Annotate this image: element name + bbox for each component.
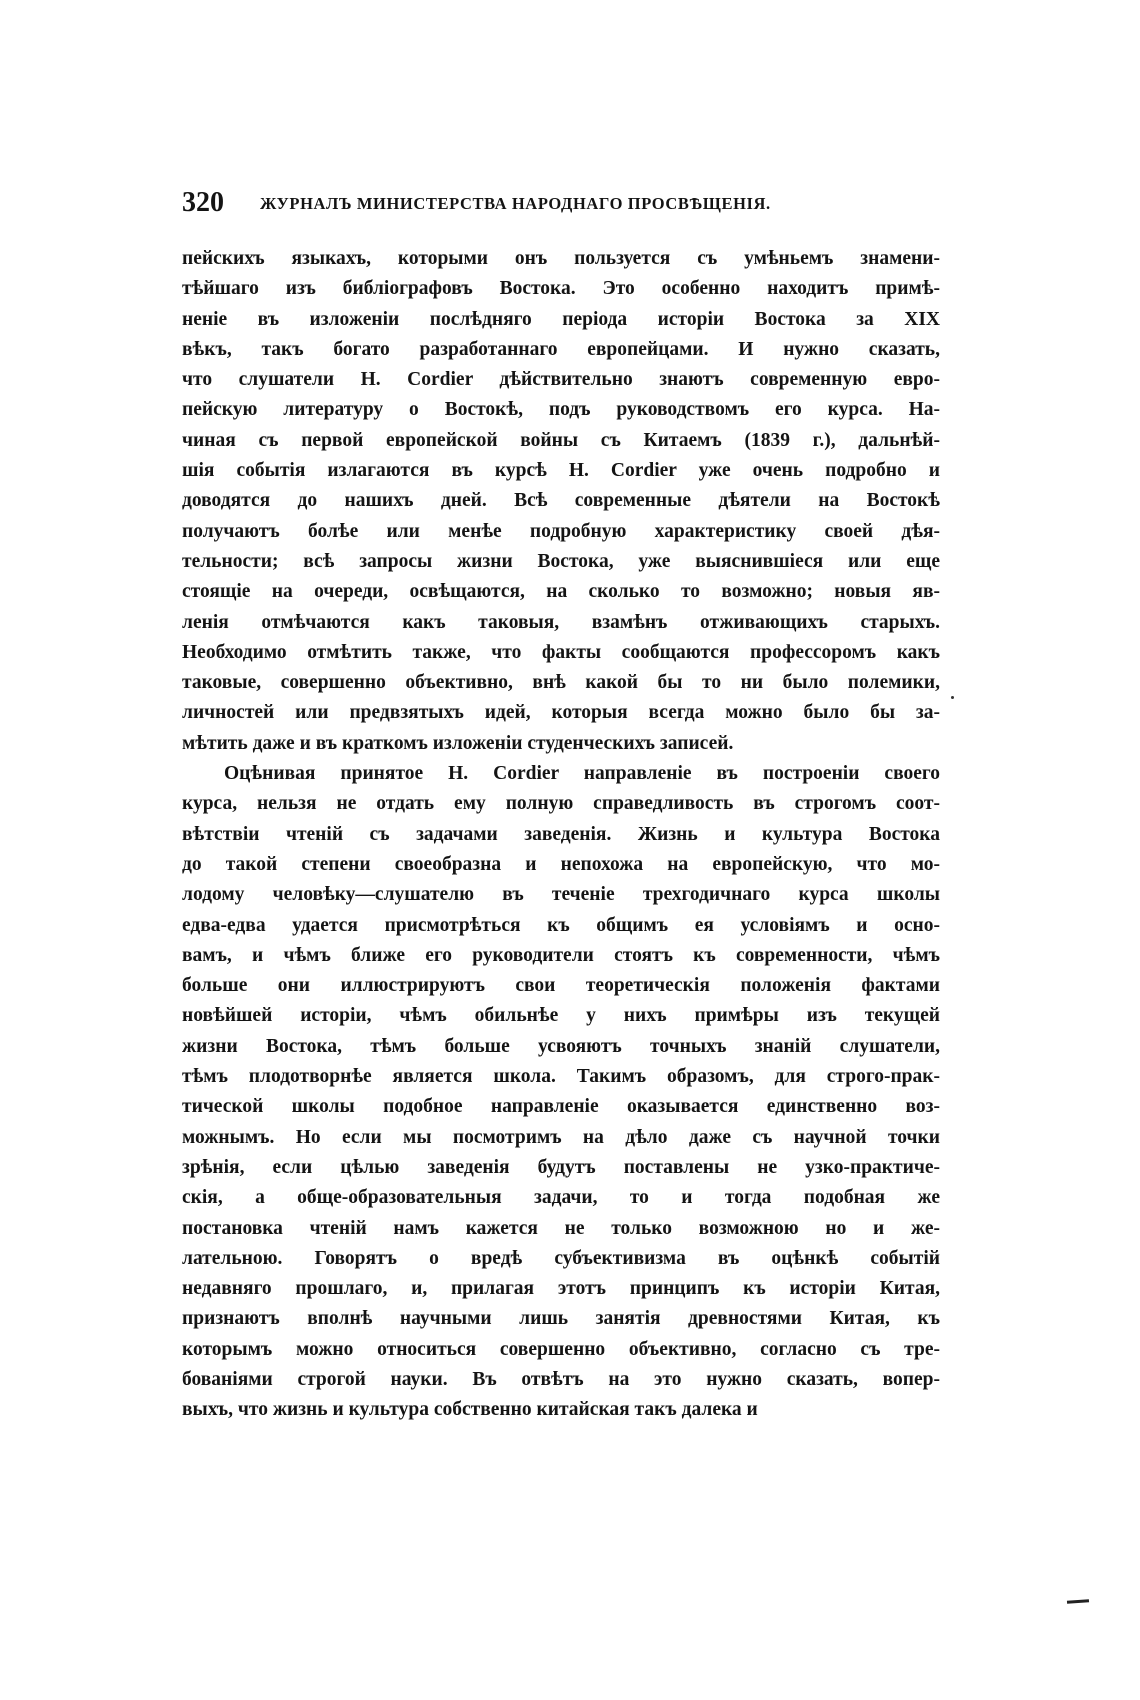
journal-title: ЖУРНАЛЪ МИНИСТЕРСТВА НАРОДНАГО ПРОСВѢЩЕНІЯ. — [260, 194, 771, 213]
text-line: мѣтить даже и въ краткомъ изложеніи студенческихъ записей. — [182, 732, 734, 754]
margin-mark — [1067, 1599, 1089, 1604]
text-line: тической школы подобное направленіе оказывается единственно воз- — [182, 1096, 940, 1118]
text-line: неніе въ изложеніи послѣдняго періода исторіи Востока за XIX — [182, 308, 940, 330]
page-number: 320 — [182, 187, 224, 218]
text-line: которымъ можно относиться совершенно объективно, согласно съ тре- — [182, 1338, 940, 1360]
text-line: скія, а обще-образовательныя задачи, то и тогда подобная же — [182, 1187, 940, 1209]
text-line: чиная съ первой европейской войны съ Китаемъ (1839 г.), дальнѣй- — [182, 429, 940, 451]
text-line: стоящіе на очереди, освѣщаются, на сколько то возможно; новыя яв- — [182, 581, 940, 603]
text-line: вѣкъ, такъ богато разработаннаго европейцами. И нужно сказать, — [182, 338, 940, 360]
body-text — [182, 244, 940, 1426]
text-line: пейскую литературу о Востокѣ, подъ руководствомъ его курса. На- — [182, 399, 940, 421]
text-line: личностей или предвзятыхъ идей, которыя всегда можно было бы за- — [182, 702, 940, 724]
paragraph — [182, 244, 940, 759]
text-line: новѣйшей исторіи, чѣмъ обильнѣе у нихъ примѣры изъ текущей — [182, 1005, 940, 1027]
text-line: бованіями строгой науки. Въ отвѣтъ на это нужно сказать, вопер- — [182, 1368, 940, 1390]
text-line: едва-едва удается присмотрѣться къ общимъ ея условіямъ и осно- — [182, 914, 940, 936]
text-line: можнымъ. Но если мы посмотримъ на дѣло даже съ научной точки — [182, 1126, 940, 1148]
text-line: что слушатели H. Cordier дѣйствительно знаютъ современную евро- — [182, 369, 940, 391]
text-line: до такой степени своеобразна и непохожа на европейскую, что мо- — [182, 853, 940, 875]
text-line: тельности; всѣ запросы жизни Востока, уже выяснившіеся или еще — [182, 550, 940, 572]
text-line: вамъ, и чѣмъ ближе его руководители стоятъ къ современности, чѣмъ — [182, 944, 940, 966]
text-line: пейскихъ языкахъ, которыми онъ пользуется съ умѣньемъ знамени- — [182, 248, 940, 269]
text-line: шія событія излагаются въ курсѣ H. Cordier уже очень подробно и — [182, 460, 940, 482]
text-line: тѣмъ плодотворнѣе является школа. Такимъ образомъ, для строго-прак- — [182, 1066, 940, 1088]
paragraph — [182, 759, 940, 1426]
text-line: больше они иллюстрируютъ свои теоретическія положенія фактами — [182, 975, 940, 997]
text-line: зрѣнія, если цѣлью заведенія будутъ поставлены не узко-практиче- — [182, 1156, 940, 1178]
text-line: постановка чтеній намъ кажется не только возможною но и же- — [182, 1217, 940, 1239]
text-line: Оцѣнивая принятое H. Cordier направленіе въ построеніи своего — [224, 763, 940, 785]
text-line: Необходимо отмѣтить также, что факты сообщаются профессоромъ какъ — [182, 641, 940, 663]
text-line: выхъ, что жизнь и культура собственно китайская такъ далека и — [182, 1399, 758, 1421]
print-speck — [951, 696, 954, 699]
text-line: таковые, совершенно объективно, внѣ какой бы то ни было полемики, — [182, 672, 940, 694]
text-line: тѣйшаго изъ библіографовъ Востока. Это особенно находитъ примѣ- — [182, 278, 940, 300]
text-line: признаютъ вполнѣ научными лишь занятія древностями Китая, къ — [182, 1308, 940, 1330]
text-line: лательною. Говорятъ о вредѣ субъективизма въ оцѣнкѣ событій — [182, 1247, 940, 1269]
text-line: ленія отмѣчаются какъ таковыя, взамѣнъ отживающихъ старыхъ. — [182, 611, 940, 633]
text-line: лодому человѣку—слушателю въ теченіе трехгодичнаго курса школы — [182, 884, 940, 906]
text-line: доводятся до нашихъ дней. Всѣ современные дѣятели на Востокѣ — [182, 490, 940, 512]
running-head — [182, 188, 942, 218]
text-line: вѣтствіи чтеній съ задачами заведенія. Жизнь и культура Востока — [182, 823, 940, 845]
text-line: жизни Востока, тѣмъ больше усвояютъ точныхъ знаній слушатели, — [182, 1035, 940, 1057]
text-line: недавняго прошлаго, и, прилагая этотъ принципъ къ исторіи Китая, — [182, 1278, 940, 1300]
text-line: получаютъ болѣе или менѣе подробную характеристику своей дѣя- — [182, 520, 940, 542]
text-line: курса, нельзя не отдать ему полную справедливость въ строгомъ соот- — [182, 793, 940, 815]
